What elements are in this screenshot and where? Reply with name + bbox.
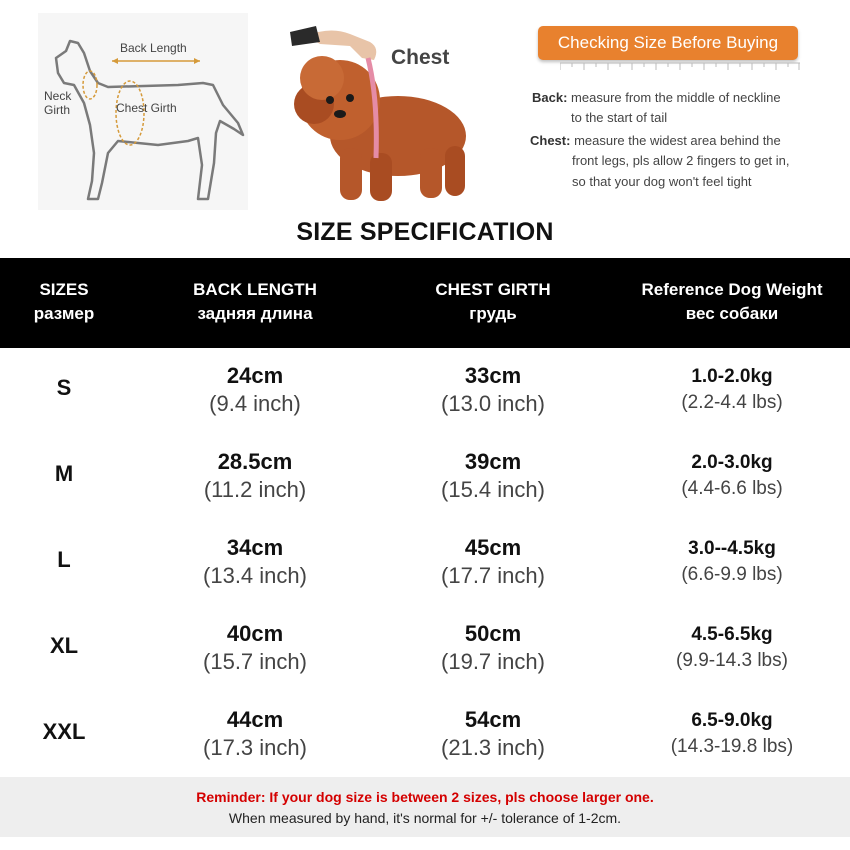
- chest-inch: (17.7 inch): [441, 563, 545, 588]
- back-cm: 28.5cm: [217, 449, 293, 474]
- neck-girth-label: [44, 89, 71, 117]
- back-inch: (15.7 inch): [203, 649, 307, 674]
- weight-lbs: (14.3-19.8 lbs): [670, 736, 794, 757]
- back-length-cell: [150, 534, 360, 590]
- weight-cell: [622, 536, 842, 588]
- weight-kg: 4.5-6.5kg: [691, 624, 773, 645]
- chest-note-line3: so that your dog won't feel tight: [572, 174, 752, 189]
- weight-cell: [622, 450, 842, 502]
- size-cell: L: [57, 547, 71, 572]
- header-back-length-en: BACK LENGTH: [193, 280, 317, 299]
- header-sizes: [0, 278, 128, 326]
- chest-cm: 45cm: [464, 535, 522, 560]
- chest-inch: (19.7 inch): [441, 649, 545, 674]
- back-note-line1: measure from the middle of neckline: [571, 90, 781, 105]
- table-row: [0, 606, 850, 692]
- header-sizes-ru: размер: [33, 304, 95, 323]
- header-chest-girth-ru: грудь: [469, 304, 517, 323]
- chest-girth-cell: [388, 620, 598, 676]
- weight-cell: [622, 622, 842, 674]
- size-cell: XL: [49, 633, 79, 658]
- table-row: [0, 348, 850, 434]
- size-cell: XXL: [42, 719, 86, 744]
- chest-cm: 50cm: [464, 621, 522, 646]
- weight-cell: [622, 708, 842, 760]
- table-row: [0, 434, 850, 520]
- neck-girth-label-line2: Girth: [44, 103, 71, 117]
- back-inch: (17.3 inch): [203, 735, 307, 760]
- chest-girth-cell: [388, 706, 598, 762]
- weight-kg: 6.5-9.0kg: [691, 710, 773, 731]
- chest-note: [530, 131, 781, 151]
- back-length-cell: [150, 620, 360, 676]
- chest-note-line2: front legs, pls allow 2 fingers to get in,: [572, 153, 790, 168]
- chest-inch: (13.0 inch): [441, 391, 545, 416]
- back-cm: 40cm: [226, 621, 284, 646]
- weight-kg: 1.0-2.0kg: [691, 366, 773, 387]
- chest-cm: 33cm: [464, 363, 522, 388]
- back-cm: 34cm: [226, 535, 284, 560]
- header-sizes-en: SIZES: [39, 280, 89, 299]
- neck-girth-label-line1: Neck: [44, 89, 72, 103]
- header-chest-girth-en: CHEST GIRTH: [435, 280, 551, 299]
- back-cm: 44cm: [226, 707, 284, 732]
- header-weight-en: Reference Dog Weight: [641, 280, 823, 299]
- back-inch: (11.2 inch): [203, 477, 307, 502]
- back-note-term: Back:: [532, 90, 568, 105]
- reminder-text: Reminder: If your dog size is between 2 sizes, pls choose larger one.: [196, 789, 654, 805]
- table-row: [0, 692, 850, 778]
- poodle-icon: [270, 8, 500, 208]
- tolerance-text: When measured by hand, it's normal for +/- tolerance of 1-2cm.: [228, 810, 622, 826]
- chest-girth-cell: [388, 362, 598, 418]
- weight-lbs: (2.2-4.4 lbs): [681, 392, 783, 413]
- ruler-icon: [560, 62, 800, 72]
- back-note: [532, 88, 781, 108]
- back-length-label: Back Length: [120, 41, 187, 55]
- back-inch: (13.4 inch): [203, 563, 307, 588]
- weight-lbs: (9.9-14.3 lbs): [676, 650, 788, 671]
- back-length-cell: [150, 362, 360, 418]
- chest-girth-label: Chest Girth: [116, 101, 177, 115]
- back-length-cell: [150, 448, 360, 504]
- chest-girth-cell: [388, 448, 598, 504]
- chest-inch: (15.4 inch): [441, 477, 545, 502]
- measurement-guide: [0, 0, 850, 215]
- back-cm: 24cm: [226, 363, 284, 388]
- poodle-photo: [270, 8, 500, 208]
- header-back-length: [150, 278, 360, 326]
- page-title: SIZE SPECIFICATION: [296, 218, 554, 246]
- header-back-length-ru: задняя длина: [197, 304, 313, 323]
- back-note-line2: to the start of tail: [571, 110, 668, 125]
- table-row: [0, 520, 850, 606]
- chest-note-term: Chest:: [530, 133, 571, 148]
- back-inch: (9.4 inch): [209, 391, 301, 416]
- size-cell: S: [56, 375, 72, 400]
- header-weight: [622, 278, 842, 326]
- size-table-header: [0, 258, 850, 348]
- weight-kg: 3.0--4.5kg: [688, 538, 776, 559]
- weight-lbs: (6.6-9.9 lbs): [681, 564, 783, 585]
- size-cell: M: [54, 461, 74, 486]
- chest-cm: 39cm: [464, 449, 522, 474]
- weight-kg: 2.0-3.0kg: [691, 452, 773, 473]
- footer-note: [0, 777, 850, 837]
- chest-inch: (21.3 inch): [441, 735, 545, 760]
- chest-girth-cell: [388, 534, 598, 590]
- back-length-cell: [150, 706, 360, 762]
- chest-note-line1: measure the widest area behind the: [574, 133, 781, 148]
- chest-cm: 54cm: [464, 707, 522, 732]
- weight-lbs: (4.4-6.6 lbs): [681, 478, 783, 499]
- dog-outline-diagram: [38, 13, 248, 210]
- chest-photo-label: Chest: [391, 46, 450, 69]
- header-chest-girth: [388, 278, 598, 326]
- checking-size-banner: Checking Size Before Buying: [538, 26, 798, 60]
- header-weight-ru: вес собаки: [685, 304, 779, 323]
- weight-cell: [622, 364, 842, 416]
